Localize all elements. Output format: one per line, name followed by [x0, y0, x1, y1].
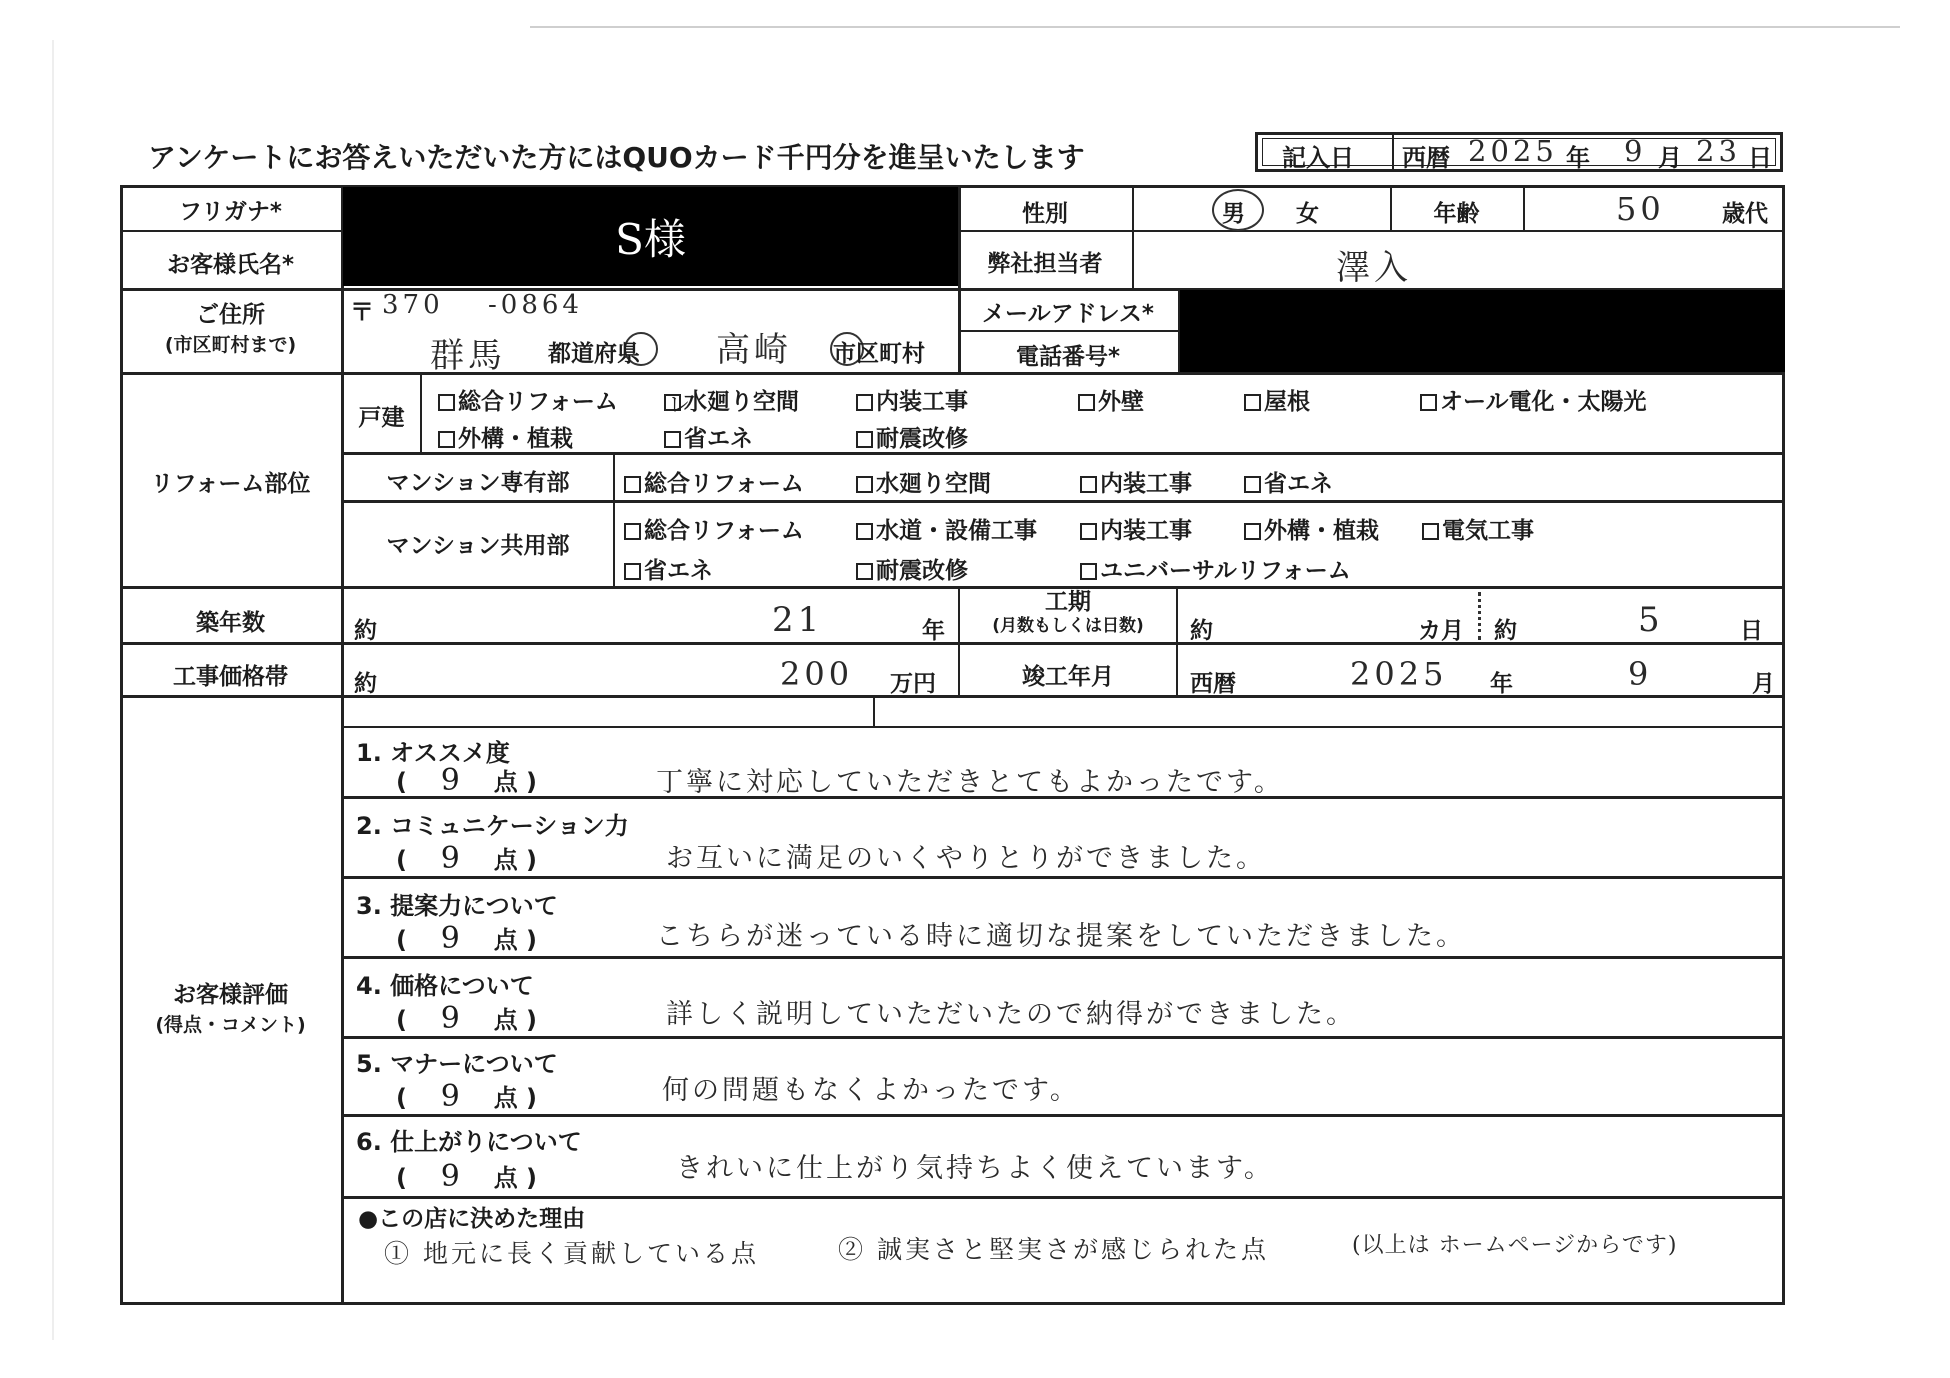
- evaluation-label: [120, 980, 341, 1040]
- eval-item-title: 6. 仕上がりについて: [356, 1128, 582, 1156]
- checkbox-house-electric-solar[interactable]: [1420, 383, 1647, 416]
- grid-line: [343, 1036, 1785, 1039]
- entry-date-label: 記入日: [1282, 144, 1354, 172]
- score-unit: 点: [493, 1084, 518, 1112]
- checkbox[interactable]: [1078, 394, 1095, 411]
- checkbox-label: 外壁: [1098, 389, 1144, 415]
- entry-day-unit: 日: [1748, 144, 1772, 172]
- email-label: メールアドレス*: [982, 301, 1154, 327]
- eval-item-comment: お互いに満足のいくやりとりができました。: [666, 843, 1266, 874]
- checkbox[interactable]: [438, 394, 455, 411]
- entry-month-unit: 月: [1658, 144, 1682, 172]
- checkbox-label: オール電化・太陽光: [1440, 389, 1647, 415]
- period-months-unit: カ月: [1418, 618, 1464, 644]
- checkbox-common-interior[interactable]: [1080, 512, 1192, 545]
- eval-item-score: ( 9 点 ): [396, 921, 538, 956]
- checkbox-label: 省エネ: [644, 558, 713, 584]
- score-value: 9: [440, 841, 460, 876]
- score-value: 9: [440, 1079, 460, 1114]
- customer-name-label: お客様氏名*: [166, 252, 295, 278]
- eval-item-score: ( 9 点 ): [396, 1159, 538, 1194]
- checkbox-common-energy[interactable]: [624, 552, 713, 585]
- gender-male: 男: [1222, 201, 1245, 227]
- grid-line: [343, 876, 1785, 879]
- checkbox[interactable]: [438, 431, 455, 448]
- reason-2-mark: ②: [838, 1235, 867, 1264]
- address-sublabel: (市区町村まで): [164, 334, 297, 356]
- city-suffix: 市区町村: [833, 341, 925, 367]
- period-months-approx: 約: [1190, 618, 1213, 644]
- checkbox-house-general[interactable]: [438, 383, 618, 416]
- evaluation-label-main: お客様評価: [173, 982, 288, 1008]
- checkbox[interactable]: [1420, 394, 1437, 411]
- checkbox-common-exterior[interactable]: [1244, 512, 1379, 545]
- checkbox[interactable]: [624, 563, 641, 580]
- checkbox-label: ユニバーサルリフォーム: [1100, 558, 1351, 584]
- reason-note: (以上は ホームページからです): [1352, 1233, 1678, 1258]
- checkbox-private-energy[interactable]: [1244, 465, 1333, 498]
- checkbox-house-seismic[interactable]: [856, 420, 968, 453]
- house-label: 戸建: [358, 405, 405, 431]
- grid-line: [873, 695, 875, 726]
- eval-item-title: 1. オススメ度: [356, 739, 510, 767]
- reason-title: ●この店に決めた理由: [358, 1206, 586, 1232]
- checkbox[interactable]: [856, 563, 873, 580]
- postal-prefix: 〒: [350, 298, 374, 326]
- eval-item-title: 4. 価格について: [356, 972, 534, 1000]
- eval-item-title: 2. コミュニケーション力: [356, 812, 629, 840]
- price-approx: 約: [354, 671, 377, 697]
- grid-line: [958, 330, 1178, 332]
- checkbox-common-universal[interactable]: [1080, 552, 1351, 585]
- redacted-contact-box: [1180, 290, 1785, 372]
- entry-month: 9: [1624, 134, 1647, 168]
- grid-line: [343, 956, 1785, 959]
- entry-date-divider: [1392, 134, 1394, 170]
- age-label: 年齢: [1433, 201, 1480, 227]
- address-label-main: ご住所: [196, 302, 265, 328]
- completion-year-unit: 年: [1490, 671, 1513, 697]
- completion-year: 2025: [1350, 655, 1448, 693]
- eval-item-score: ( 9 点 ): [396, 1079, 538, 1114]
- entry-day: 23: [1696, 134, 1741, 168]
- checkbox-house-wall[interactable]: [1078, 383, 1144, 416]
- price-label: 工事価格帯: [173, 664, 288, 690]
- checkbox-label: 外構・植栽: [1264, 518, 1379, 544]
- period-days-unit: 日: [1740, 618, 1763, 644]
- checkbox[interactable]: [856, 431, 873, 448]
- checkbox-label: 内装工事: [876, 389, 968, 415]
- score-value: 9: [440, 1159, 460, 1194]
- entry-year: 2025: [1468, 134, 1558, 168]
- checkbox[interactable]: [1244, 523, 1261, 540]
- prefecture-suffix: 都道府県: [548, 341, 640, 367]
- checkbox-label: 総合リフォーム: [458, 389, 618, 415]
- entry-era-label: 西暦: [1402, 144, 1450, 172]
- eval-item-score: ( 9 点 ): [396, 1001, 538, 1036]
- grid-line: [1176, 586, 1178, 695]
- checkbox[interactable]: [1080, 476, 1097, 493]
- eval-item-title: 5. マナーについて: [356, 1050, 558, 1078]
- grid-line: [1132, 185, 1134, 230]
- grid-line: [1132, 230, 1134, 288]
- eval-item-comment: 丁寧に対応していただきとてもよかったです。: [656, 767, 1284, 798]
- checkbox[interactable]: [664, 431, 681, 448]
- checkbox-label: 外構・植栽: [458, 426, 573, 452]
- checkbox-label: 水廻り空間: [876, 471, 991, 497]
- grid-line: [343, 1196, 1785, 1199]
- building-age-label: 築年数: [196, 610, 265, 636]
- eval-item-score: ( 9 点 ): [396, 841, 538, 876]
- address-label: [120, 300, 341, 360]
- score-value: 9: [440, 1001, 460, 1036]
- checkbox-label: 省エネ: [1264, 471, 1333, 497]
- period-dotted-divider: [1478, 592, 1481, 640]
- checkbox-house-exterior[interactable]: [438, 420, 573, 453]
- staff-label: 弊社担当者: [987, 251, 1103, 277]
- checkbox[interactable]: [856, 394, 873, 411]
- reason-1-mark: ①: [384, 1239, 413, 1268]
- price-value: 200: [780, 655, 854, 693]
- checkbox-house-energy[interactable]: [664, 420, 753, 453]
- checkbox-label: 省エネ: [684, 426, 753, 452]
- checkbox[interactable]: [624, 476, 641, 493]
- period-label-main: 工期: [1045, 589, 1091, 615]
- checkbox-label: 水廻り空間: [684, 389, 799, 415]
- building-age-unit: 年: [922, 618, 945, 644]
- eval-item-title: 3. 提案力について: [356, 892, 558, 920]
- gender-female: 女: [1296, 201, 1319, 227]
- staff-value: 澤入: [1336, 248, 1412, 288]
- checkbox-label: 内装工事: [1100, 518, 1192, 544]
- grid-line: [343, 1114, 1785, 1117]
- completion-month-unit: 月: [1752, 671, 1775, 697]
- age-unit: 歳代: [1722, 201, 1768, 227]
- checkbox[interactable]: [1422, 523, 1439, 540]
- checkbox-common-plumbing[interactable]: [856, 512, 1037, 545]
- checkbox-common-general[interactable]: [624, 512, 804, 545]
- check-mark: レ: [668, 393, 691, 418]
- checkbox-label: 水道・設備工事: [876, 518, 1037, 544]
- survey-notice: アンケートにお答えいただいた方にはQUOカード千円分を進呈いたします: [148, 141, 1085, 174]
- grid-line: [120, 372, 1785, 375]
- completion-month: 9: [1628, 655, 1653, 693]
- checkbox-label: 電気工事: [1442, 518, 1534, 544]
- reason-2: [838, 1230, 1269, 1266]
- evaluation-sublabel: (得点・コメント): [155, 1014, 306, 1036]
- score-unit: 点: [493, 768, 518, 796]
- checkbox-private-interior[interactable]: [1080, 465, 1192, 498]
- reason-1-text: 地元に長く貢献している点: [422, 1239, 759, 1268]
- checkbox-label: 屋根: [1264, 389, 1310, 415]
- customer-name-value: S様: [615, 215, 686, 264]
- gender-label: 性別: [1022, 201, 1068, 227]
- score-unit: 点: [493, 1006, 518, 1034]
- phone-label: 電話番号*: [1015, 344, 1121, 370]
- checkbox-label: 耐震改修: [876, 426, 968, 452]
- checkbox-checked[interactable]: [664, 393, 691, 418]
- completion-label: 竣工年月: [1022, 664, 1114, 690]
- mansion-private-label: マンション専有部: [386, 470, 570, 496]
- checkbox-house-interior[interactable]: [856, 383, 968, 416]
- building-age-value: 21: [772, 600, 824, 640]
- eval-item-comment: 詳しく説明していただいたので納得ができました。: [666, 999, 1356, 1030]
- eval-item-comment: こちらが迷っている時に適切な提案をしていただきました。: [656, 921, 1466, 952]
- checkbox-common-electrical[interactable]: [1422, 512, 1534, 545]
- period-label: [960, 590, 1176, 638]
- grid-line: [120, 586, 1785, 589]
- checkbox[interactable]: [1244, 476, 1261, 493]
- period-days-value: 5: [1638, 600, 1664, 640]
- postal-code-2: -0864: [488, 290, 583, 320]
- grid-line: [1523, 185, 1525, 230]
- checkbox[interactable]: [1080, 523, 1097, 540]
- completion-era: 西暦: [1190, 671, 1236, 697]
- checkbox-private-general[interactable]: [624, 465, 804, 498]
- period-days-approx: 約: [1494, 618, 1517, 644]
- entry-year-unit: 年: [1566, 144, 1590, 172]
- score-unit: 点: [493, 926, 518, 954]
- checkbox-house-roof[interactable]: [1244, 383, 1310, 416]
- reason-1: [384, 1234, 759, 1270]
- score-unit: 点: [493, 1164, 518, 1192]
- checkbox-house-water[interactable]: [664, 383, 799, 416]
- score-unit: 点: [493, 846, 518, 874]
- eval-item-comment: きれいに仕上がり気持ちよく使えています。: [676, 1153, 1274, 1184]
- checkbox-label: 耐震改修: [876, 558, 968, 584]
- score-value: 9: [440, 763, 460, 798]
- city-value: 高崎: [716, 330, 792, 370]
- checkbox[interactable]: [856, 523, 873, 540]
- period-sublabel: (月数もしくは日数): [992, 616, 1144, 636]
- checkbox-label: 総合リフォーム: [644, 471, 804, 497]
- furigana-label: フリガナ*: [179, 199, 282, 225]
- score-value: 9: [440, 921, 460, 956]
- reform-section-label: リフォーム部位: [150, 471, 311, 497]
- grid-line: [343, 726, 1785, 728]
- checkbox[interactable]: [856, 476, 873, 493]
- checkbox[interactable]: [624, 523, 641, 540]
- checkbox[interactable]: [1080, 563, 1097, 580]
- grid-line: [958, 230, 1785, 232]
- eval-item-comment: 何の問題もなくよかったです。: [662, 1075, 1080, 1106]
- price-unit: 万円: [890, 671, 936, 697]
- mansion-common-label: マンション共用部: [386, 533, 570, 559]
- scan-edge-top: [530, 26, 1900, 28]
- building-age-approx: 約: [354, 618, 377, 644]
- reason-2-text: 誠実さと堅実さが感じられた点: [876, 1235, 1269, 1264]
- grid-line: [343, 500, 1785, 503]
- grid-line: [341, 185, 344, 1305]
- prefecture-value: 群馬: [430, 336, 506, 376]
- checkbox-label: 総合リフォーム: [644, 518, 804, 544]
- age-value: 50: [1616, 190, 1665, 228]
- eval-item-score: ( 9 点 ): [396, 763, 538, 798]
- checkbox-private-water[interactable]: [856, 465, 991, 498]
- checkbox-label: 内装工事: [1100, 471, 1192, 497]
- scan-edge-left: [52, 40, 54, 1340]
- grid-line: [613, 452, 615, 586]
- checkbox-common-seismic[interactable]: [856, 552, 968, 585]
- checkbox[interactable]: [1244, 394, 1261, 411]
- postal-code-1: 370: [382, 290, 444, 320]
- grid-line: [420, 372, 422, 452]
